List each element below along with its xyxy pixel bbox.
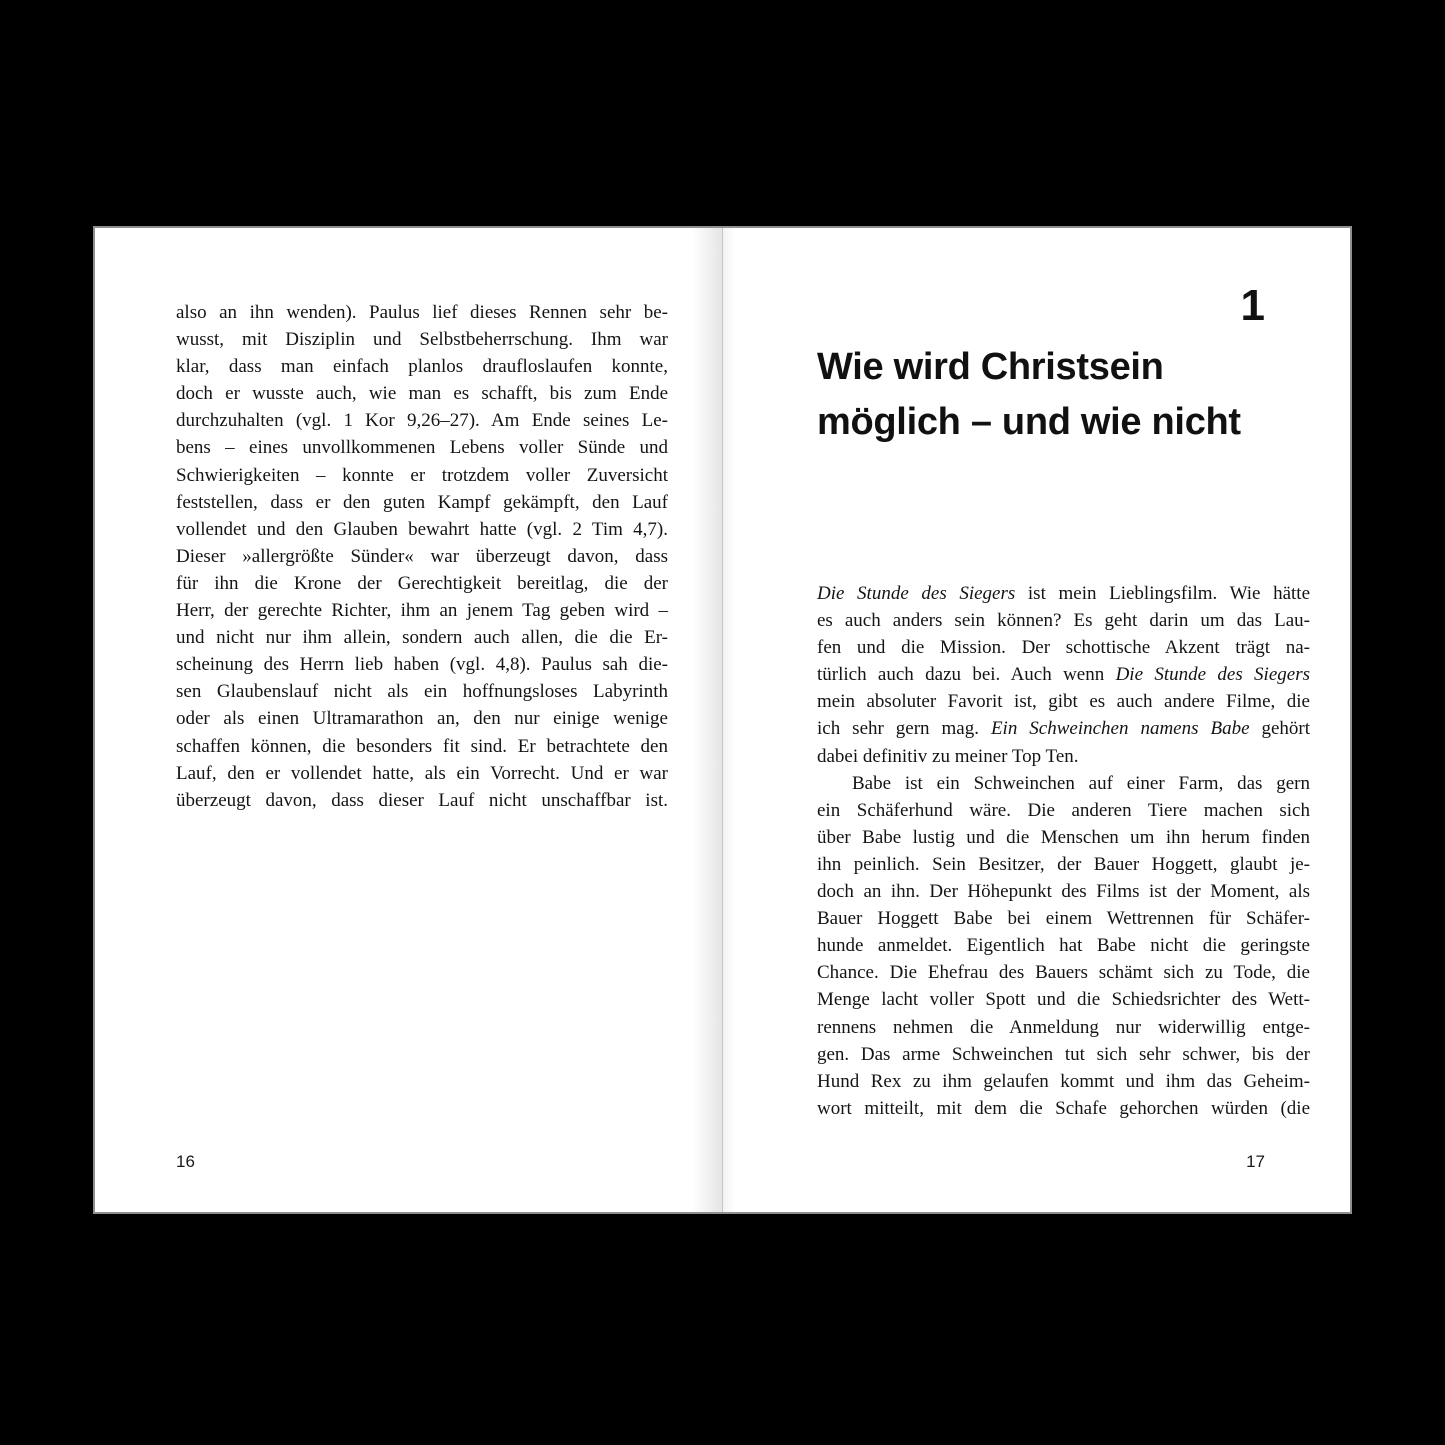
text-segment: und nicht nur ihm allein, sondern auch allen, die die Er-	[176, 627, 668, 649]
text-segment: oder als einen Ultramarathon an, den nur einige wenige	[176, 708, 668, 730]
text-line	[176, 570, 668, 597]
spine-shadow-right	[723, 228, 735, 1212]
text-segment: vollendet und den Glauben bewahrt hatte (vgl. 2 Tim 4,7).	[176, 518, 668, 540]
italic-text-segment: Die Stunde des Siegers	[817, 583, 1016, 604]
text-segment: schaffen können, die besonders fit sind. Er betrachtete den	[176, 735, 668, 757]
text-segment: Lauf, den er vollendet hatte, als ein Vorrecht. Und er war	[176, 762, 668, 784]
chapter-title-line-1: Wie wird Christsein	[817, 346, 1164, 388]
text-line	[817, 986, 1310, 1013]
text-line	[817, 797, 1310, 824]
spine-shadow-left	[692, 228, 722, 1212]
text-line	[176, 326, 668, 353]
text-segment: über Babe lustig und die Menschen um ihn herum finden	[817, 826, 1310, 848]
text-line	[176, 705, 668, 732]
text-line	[817, 1095, 1310, 1122]
text-segment: mein absoluter Favorit ist, gibt es auch andere Filme, die	[817, 691, 1310, 713]
text-segment: es auch anders sein können? Es geht darin um das Lau-	[817, 610, 1310, 632]
text-segment: bens – eines unvollkommenen Lebens voller Sünde und	[176, 437, 668, 459]
text-line	[176, 462, 668, 489]
text-segment: ihn peinlich. Sein Besitzer, der Bauer Hoggett, glaubt je-	[817, 853, 1310, 875]
text-line	[817, 661, 1310, 688]
text-segment: fen und die Mission. Der schottische Akzent trägt na-	[817, 637, 1310, 659]
text-segment: feststellen, dass er den guten Kampf gekämpft, den Lauf	[176, 491, 668, 513]
text-line	[817, 1068, 1310, 1095]
text-line	[176, 597, 668, 624]
right-page-body-text	[817, 580, 1310, 1122]
text-segment: hunde anmeldet. Eigentlich hat Babe nicht die geringste	[817, 935, 1310, 957]
text-line	[176, 489, 668, 516]
text-segment: ist mein Lieblingsfilm. Wie hätte	[1015, 583, 1310, 604]
text-segment: durchzuhalten (vgl. 1 Kor 9,26–27). Am Ende seines Le-	[176, 410, 668, 432]
text-segment: Bauer Hoggett Babe bei einem Wettrennen für Schäfer-	[817, 908, 1310, 930]
text-segment: ich sehr gern mag.	[817, 718, 991, 740]
text-line	[176, 678, 668, 705]
text-line	[817, 878, 1310, 905]
text-segment: gehört	[1249, 718, 1311, 740]
text-segment: doch an ihn. Der Höhepunkt des Films ist der Moment, als	[817, 881, 1310, 903]
text-segment: Hund Rex zu ihm gelaufen kommt und ihm das Geheim-	[817, 1070, 1310, 1092]
text-line	[176, 516, 668, 543]
italic-text-segment: Ein Schweinchen namens Babe	[990, 718, 1250, 740]
text-segment: für ihn die Krone der Gerechtigkeit bereitlag, die der	[176, 572, 668, 594]
italic-text-segment: Die Stunde des Siegers	[1115, 664, 1310, 686]
text-segment: ein Schäferhund wäre. Die anderen Tiere machen sich	[817, 799, 1310, 821]
text-line	[817, 634, 1310, 661]
text-segment: gen. Das arme Schweinchen tut sich sehr schwer, bis der	[817, 1043, 1310, 1065]
text-line	[176, 787, 668, 814]
text-segment: Dieser »allergrößte Sünder« war überzeugt davon, dass	[176, 545, 668, 567]
text-line	[176, 353, 668, 380]
text-line	[817, 1041, 1310, 1068]
text-segment: Menge lacht voller Spott und die Schiedsrichter des Wett-	[817, 989, 1310, 1011]
text-segment: doch er wusste auch, wie man es schafft, bis zum Ende	[176, 383, 668, 405]
text-line	[817, 959, 1310, 986]
text-line	[176, 651, 668, 678]
text-line	[817, 607, 1310, 634]
text-line	[817, 851, 1310, 878]
right-page	[723, 228, 1350, 1212]
text-line	[176, 434, 668, 461]
text-line	[817, 932, 1310, 959]
text-segment: Herr, der gerechte Richter, ihm an jenem Tag geben wird –	[176, 600, 668, 622]
text-line	[176, 407, 668, 434]
text-line	[817, 824, 1310, 851]
text-segment: scheinung des Herrn lieb haben (vgl. 4,8). Paulus sah die-	[176, 654, 668, 676]
text-line	[817, 770, 1310, 797]
text-segment: sen Glaubenslauf nicht als ein hoffnungsloses Labyrinth	[176, 681, 668, 703]
text-segment: Chance. Die Ehefrau des Bauers schämt sich zu Tode, die	[817, 962, 1310, 984]
text-segment: wort mitteilt, mit dem die Schafe gehorchen würden (die	[817, 1097, 1310, 1119]
chapter-title	[817, 340, 1241, 450]
chapter-number: 1	[1240, 281, 1265, 330]
text-segment: Babe ist ein Schweinchen auf einer Farm, das gern	[852, 772, 1310, 794]
text-segment: türlich auch dazu bei. Auch wenn	[817, 664, 1116, 686]
text-line	[817, 905, 1310, 932]
text-line	[176, 299, 668, 326]
text-segment: wusst, mit Disziplin und Selbstbeherrschung. Ihm war	[176, 329, 668, 351]
left-page	[95, 228, 723, 1212]
text-line	[817, 580, 1310, 607]
text-line	[176, 760, 668, 787]
text-line	[817, 688, 1310, 715]
text-line	[817, 743, 1310, 770]
chapter-title-line-2: möglich – und wie nicht	[817, 401, 1241, 443]
right-page-number: 17	[1246, 1152, 1265, 1171]
left-page-number: 16	[176, 1152, 195, 1171]
text-line	[176, 733, 668, 760]
text-line	[176, 380, 668, 407]
text-line	[817, 715, 1310, 742]
text-segment: also an ihn wenden). Paulus lief dieses Rennen sehr be-	[176, 302, 668, 323]
text-segment: rennens nehmen die Anmeldung nur widerwillig entge-	[817, 1016, 1310, 1038]
text-segment: überzeugt davon, dass dieser Lauf nicht unschaffbar ist.	[176, 789, 668, 811]
text-line	[176, 624, 668, 651]
text-line	[176, 543, 668, 570]
text-segment: klar, dass man einfach planlos draufloslaufen konnte,	[176, 356, 668, 378]
text-segment: dabei definitiv zu meiner Top Ten.	[817, 745, 1079, 767]
text-segment: Schwierigkeiten – konnte er trotzdem voller Zuversicht	[176, 464, 668, 486]
book-spread	[95, 228, 1350, 1212]
text-line	[817, 1014, 1310, 1041]
left-page-body-text	[176, 299, 668, 814]
